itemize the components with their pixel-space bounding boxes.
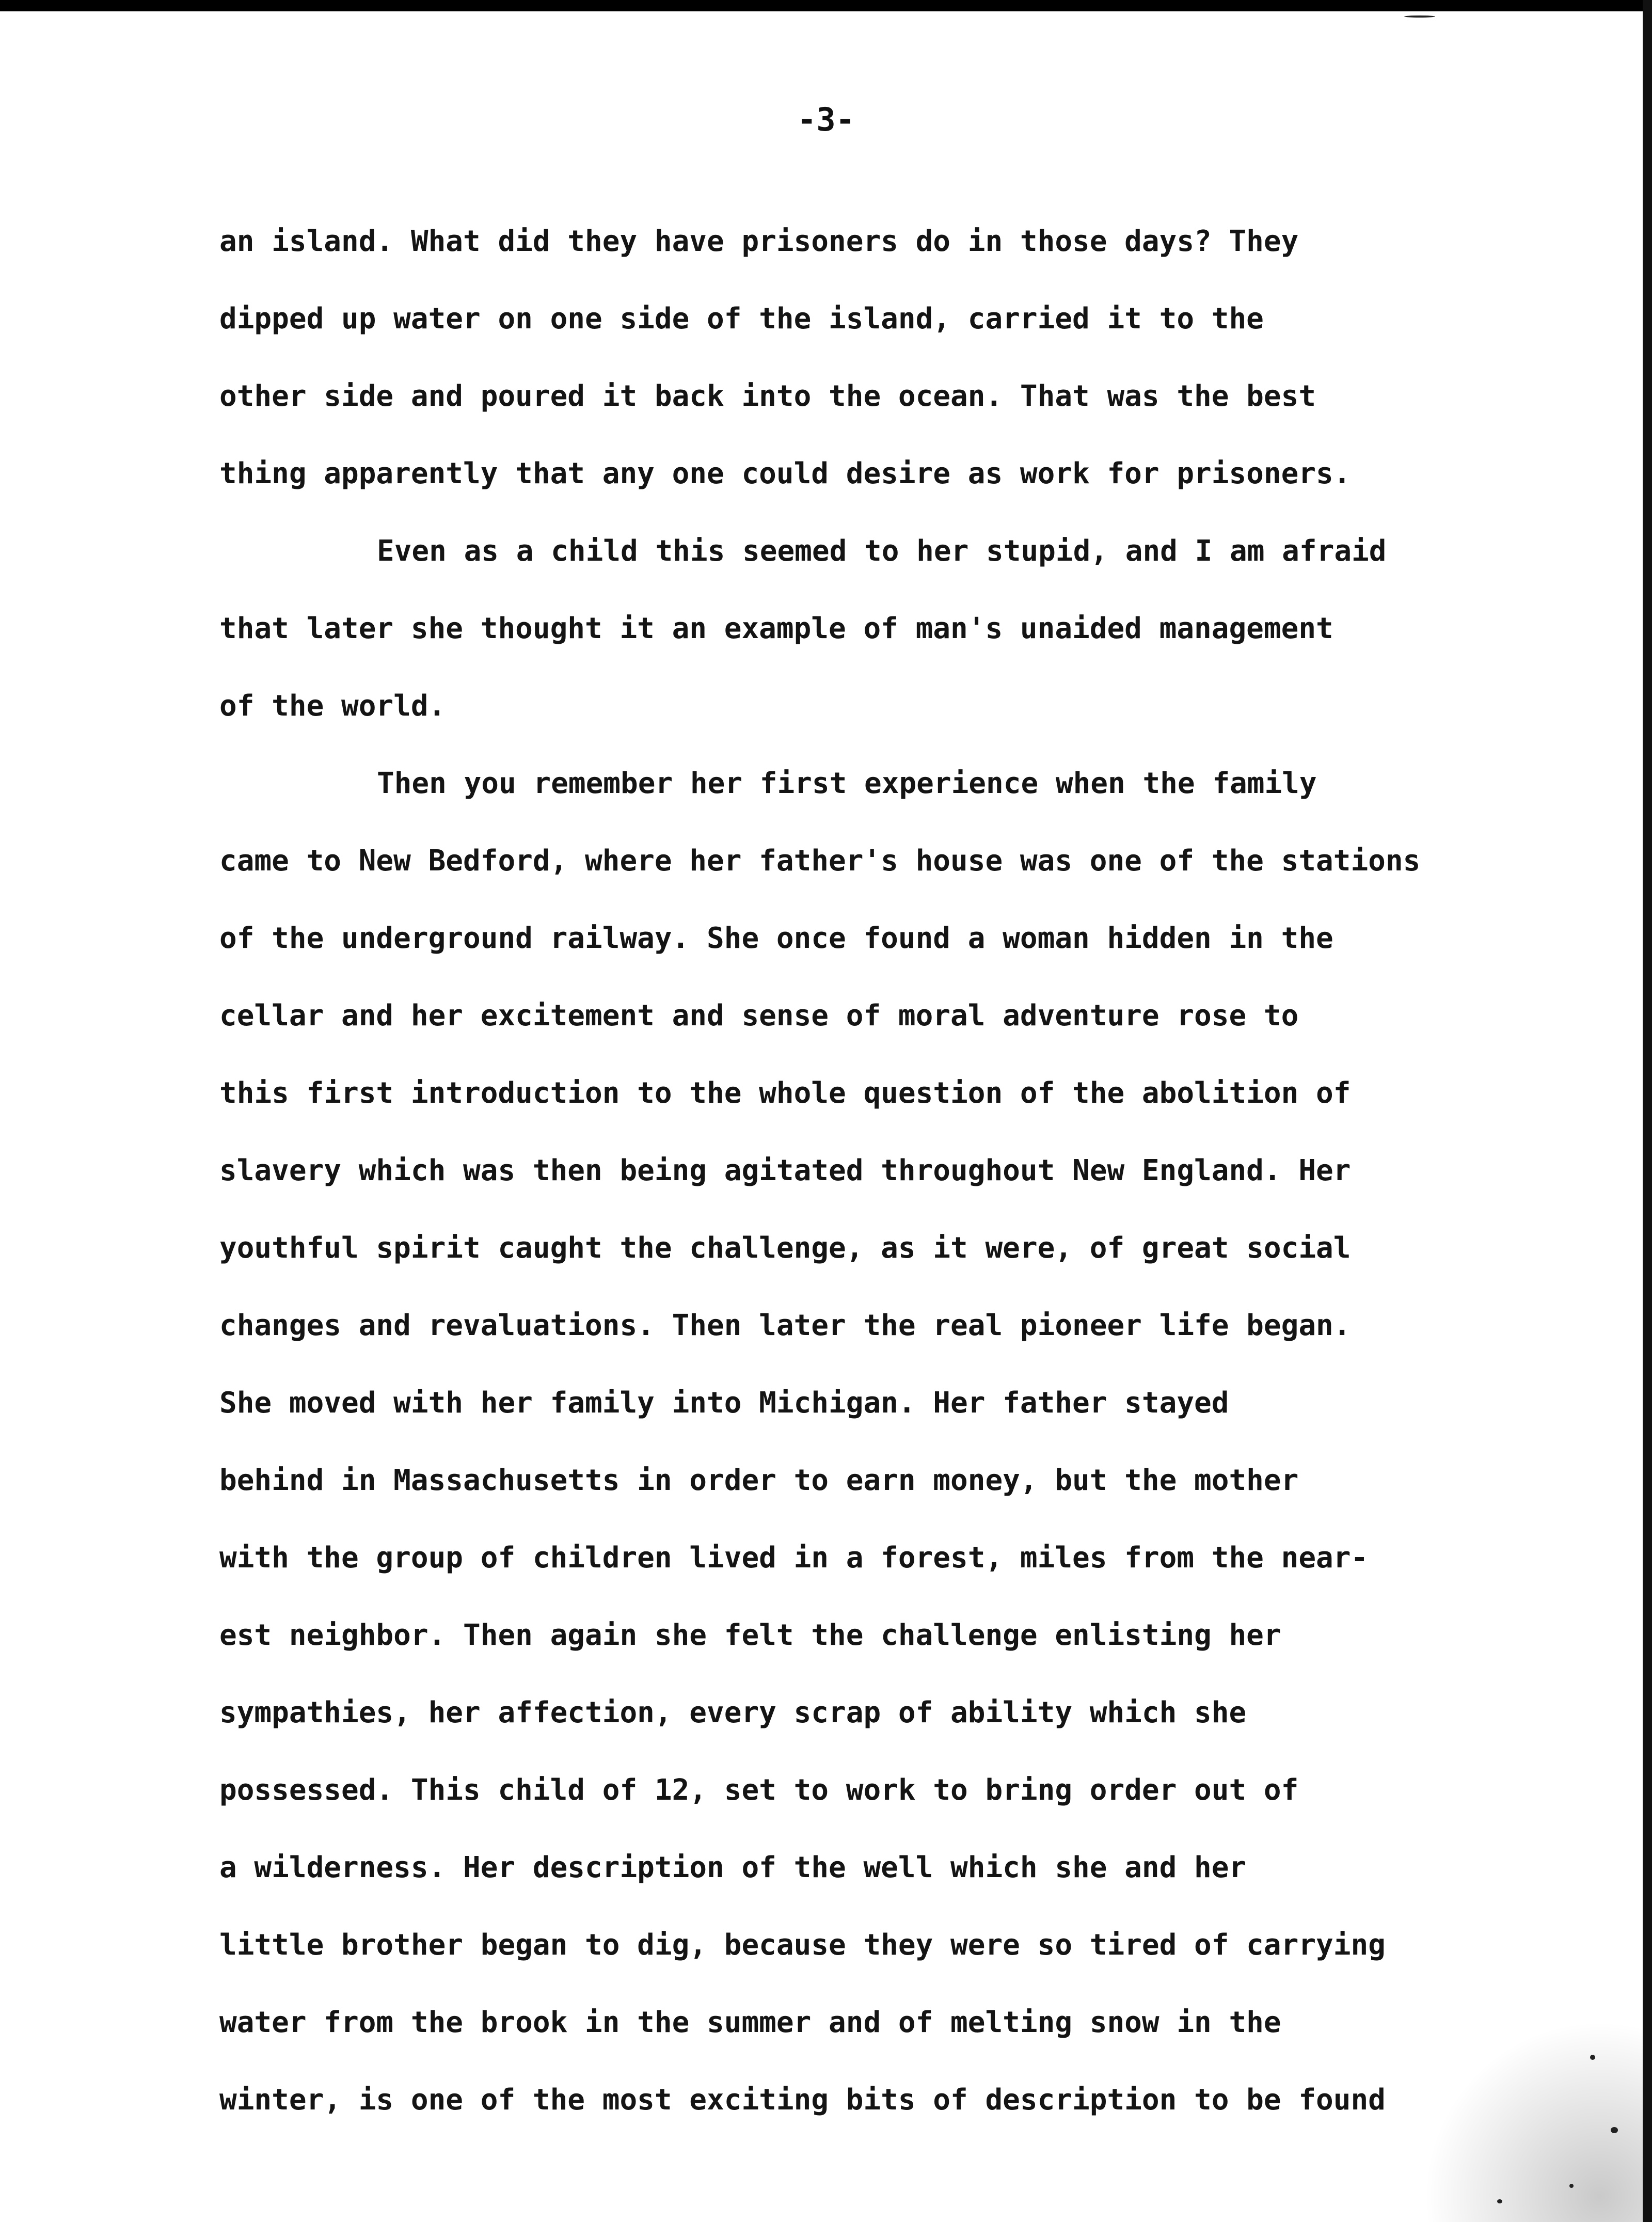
text-line: thing apparently that any one could desire as work for prisoners. bbox=[219, 457, 1351, 490]
scan-speck bbox=[1569, 2184, 1574, 2188]
text-line: possessed. This child of 12, set to work to bring order out of bbox=[219, 1773, 1299, 1807]
scan-speck bbox=[1590, 2055, 1595, 2060]
text-line: behind in Massachusetts in order to earn money, but the mother bbox=[219, 1464, 1299, 1497]
text-line: slavery which was then being agitated throughout New England. Her bbox=[219, 1154, 1351, 1187]
text-line: with the group of children lived in a forest, miles from the near- bbox=[219, 1541, 1369, 1575]
scan-speck bbox=[1497, 2199, 1502, 2203]
scan-noise bbox=[1426, 1964, 1643, 2222]
text-line: cellar and her excitement and sense of moral adventure rose to bbox=[219, 999, 1299, 1033]
text-line: of the underground railway. She once found a woman hidden in the bbox=[219, 922, 1333, 955]
text-line: youthful spirit caught the challenge, as it were, of great social bbox=[219, 1231, 1351, 1265]
page-number: -3- bbox=[797, 101, 855, 138]
text-line: winter, is one of the most exciting bits of description to be found bbox=[219, 2083, 1386, 2117]
text-line: other side and poured it back into the ocean. That was the best bbox=[219, 379, 1316, 413]
text-line: She moved with her family into Michigan. Her father stayed bbox=[219, 1386, 1229, 1420]
text-line: this first introduction to the whole question of the abolition of bbox=[219, 1076, 1351, 1110]
text-line: Then you remember her first experience when the family bbox=[377, 767, 1317, 800]
text-line: dipped up water on one side of the island, carried it to the bbox=[219, 302, 1264, 336]
text-line: a wilderness. Her description of the well which she and her bbox=[219, 1851, 1247, 1884]
text-line: little brother began to dig, because they were so tired of carrying bbox=[219, 1928, 1386, 1962]
text-line: an island. What did they have prisoners do in those days? They bbox=[219, 225, 1299, 258]
text-line: est neighbor. Then again she felt the challenge enlisting her bbox=[219, 1618, 1281, 1652]
text-line: that later she thought it an example of man's unaided management bbox=[219, 612, 1333, 645]
text-line: sympathies, her affection, every scrap of ability which she bbox=[219, 1696, 1247, 1729]
scan-top-edge bbox=[0, 0, 1652, 11]
text-line: Even as a child this seemed to her stupid, and I am afraid bbox=[377, 534, 1387, 568]
text-line: changes and revaluations. Then later the real pioneer life began. bbox=[219, 1309, 1351, 1342]
text-line: came to New Bedford, where her father's house was one of the stations bbox=[219, 844, 1421, 878]
text-line: of the world. bbox=[219, 689, 446, 723]
scan-speck bbox=[1611, 2127, 1618, 2133]
scan-right-edge bbox=[1643, 0, 1652, 2222]
text-line: water from the brook in the summer and of melting snow in the bbox=[219, 2006, 1281, 2039]
scan-speck bbox=[1404, 15, 1435, 18]
